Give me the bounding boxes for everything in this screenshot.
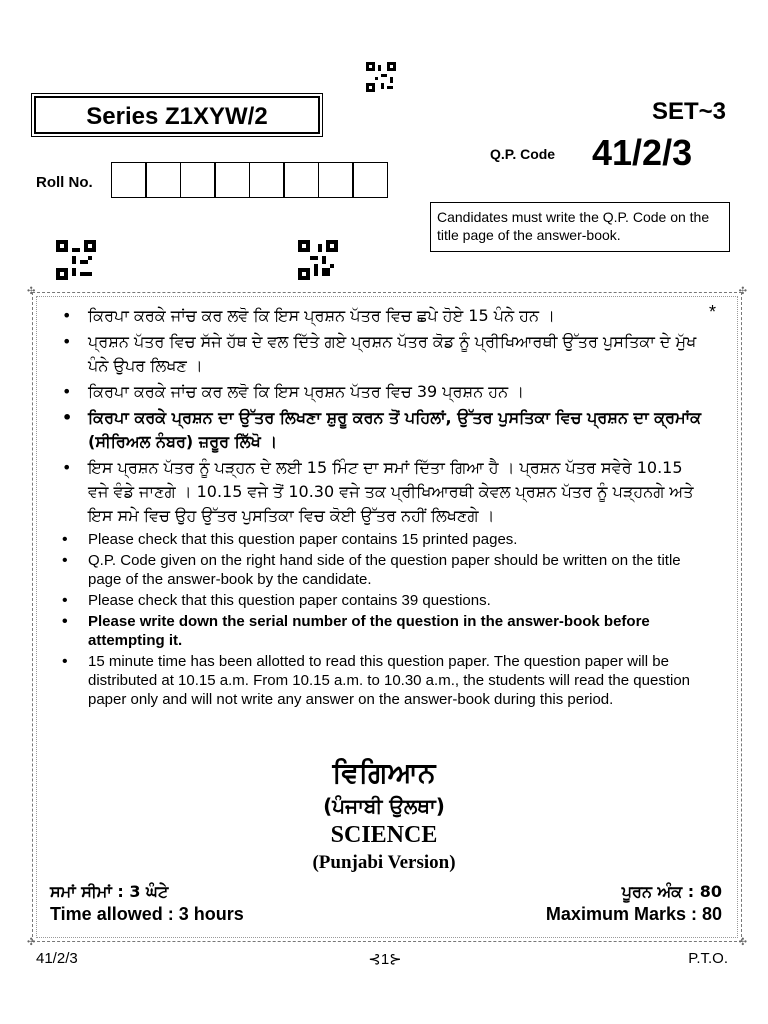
roll-number-box[interactable]: [145, 162, 181, 198]
qr-code-icon: [56, 240, 96, 280]
time-allowed-punjabi: ਸਮਾਂ ਸੀਮਾਂ : 3 ਘੰਟੇ: [50, 882, 169, 901]
list-item: • ਪ੍ਰਸ਼ਨ ਪੱਤਰ ਵਿਚ ਸੱਜੇ ਹੱਥ ਦੇ ਵਲ ਦਿੱਤੇ ਗਏ ਪ੍ਰਸ਼ਨ ਪੱਤਰ ਕੋਡ ਨੂੰ ਪ੍ਰੀਖਿਆਰਥੀ ਉੱਤਰ ਪੁਸਤਿਕਾ ਦੇ ਮੁੱਖ ਪੰਨੇ ਉਪਰ ਲਿਖਣ ।: [62, 330, 706, 378]
pto-label: P.T.O.: [688, 950, 728, 967]
page-number: [360, 950, 410, 968]
subject-subtitle: (Punjabi Version): [312, 852, 456, 873]
page-ornament-icon: ⊰: [368, 951, 381, 968]
instructions-list: [62, 304, 706, 711]
qp-code-notice: Candidates must write the Q.P. Code on the title page of the answer-book.: [430, 202, 730, 252]
roll-no-label: Roll No.: [36, 174, 93, 191]
subject-title-punjabi: ਵਿਗਿਆਨ: [332, 756, 436, 789]
roll-number-box[interactable]: [180, 162, 216, 198]
list-item: • Q.P. Code given on the right hand side of the question paper should be written on the title page of the answer-book by the candidate.: [62, 551, 706, 589]
set-label: SET~3: [651, 98, 726, 125]
roll-number-boxes: [112, 162, 388, 198]
star-mark: *: [709, 302, 717, 322]
list-item: • Please write down the serial number of the question in the answer-book before attempting it.: [62, 612, 706, 650]
roll-number-box[interactable]: [283, 162, 319, 198]
footer-code: 41/2/3: [36, 950, 78, 967]
corner-ornament-icon: ✣: [738, 286, 747, 297]
roll-number-box[interactable]: [111, 162, 147, 198]
page-ornament-icon: ⊱: [389, 951, 402, 968]
list-item: • ਇਸ ਪ੍ਰਸ਼ਨ ਪੱਤਰ ਨੂੰ ਪੜ੍ਹਨ ਦੇ ਲਈ 15 ਮਿੰਟ ਦਾ ਸਮਾਂ ਦਿੱਤਾ ਗਿਆ ਹੈ । ਪ੍ਰਸ਼ਨ ਪੱਤਰ ਸਵੇਰੇ 10.15 ਵਜੇ ਵੰਡੇ ਜਾਣਗੇ । 10.15 ਵਜੇ ਤੋਂ 10.30 ਵਜੇ ਤਕ ਪ੍ਰੀਖਿਆਰਥੀ ਕੇਵਲ ਪ੍ਰਸ਼ਨ ਪੱਤਰ ਨੂੰ ਪੜ੍ਹਨਗੇ ਅਤੇ ਇਸ ਸਮੇ ਵਿਚ ਉਹ ਉੱਤਰ ਪੁਸਤਿਕਾ ਵਿਚ ਕੋਈ ਉੱਤਰ ਨਹੀਂ ਲਿਖਣਗੇ ।: [62, 456, 706, 528]
list-item: • ਕਿਰਪਾ ਕਰਕੇ ਪ੍ਰਸ਼ਨ ਦਾ ਉੱਤਰ ਲਿਖਣਾ ਸ਼ੁਰੂ ਕਰਨ ਤੋਂ ਪਹਿਲਾਂ, ਉੱਤਰ ਪੁਸਤਿਕਾ ਵਿਚ ਪ੍ਰਸ਼ਨ ਦਾ ਕ੍ਰਮਾਂਕ (ਸੀਰਿਅਲ ਨੰਬਰ) ਜ਼ਰੂਰ ਲਿੱਖੋ ।: [62, 406, 706, 454]
list-item: • Please check that this question paper contains 39 questions.: [62, 591, 706, 610]
subject-subtitle-punjabi: (ਪੰਜਾਬੀ ਉਲਥਾ): [323, 794, 445, 818]
roll-number-box[interactable]: [249, 162, 285, 198]
list-item: • 15 minute time has been allotted to read this question paper. The question paper will be distributed at 10.15 a.m. From 10.15 a.m. to 10.30 a.m., the students will read the question paper only and will not write any answer on the answer-book during this period.: [62, 652, 706, 709]
time-allowed: Time allowed : 3 hours: [50, 904, 244, 924]
list-item: • ਕਿਰਪਾ ਕਰਕੇ ਜਾਂਚ ਕਰ ਲਵੋ ਕਿ ਇਸ ਪ੍ਰਸ਼ਨ ਪੱਤਰ ਵਿਚ ਛਪੇ ਹੋਏ 15 ਪੰਨੇ ਹਨ ।: [62, 304, 706, 328]
qp-code: 41/2/3: [592, 132, 693, 173]
max-marks-punjabi: ਪੂਰਨ ਅੰਕ : 80: [621, 882, 722, 901]
roll-number-box[interactable]: [318, 162, 354, 198]
list-item: • ਕਿਰਪਾ ਕਰਕੇ ਜਾਂਚ ਕਰ ਲਵੋ ਕਿ ਇਸ ਪ੍ਰਸ਼ਨ ਪੱਤਰ ਵਿਚ 39 ਪ੍ਰਸ਼ਨ ਹਨ ।: [62, 380, 706, 404]
meta-row-punjabi: [50, 882, 722, 902]
corner-ornament-icon: ✣: [27, 286, 36, 297]
corner-ornament-icon: ✣: [27, 937, 36, 948]
roll-number-box[interactable]: [352, 162, 388, 198]
list-item: • Please check that this question paper contains 15 printed pages.: [62, 530, 706, 549]
series-box: Series Z1XYW/2: [34, 96, 320, 134]
page-number-value: 1: [380, 951, 390, 968]
max-marks: Maximum Marks : 80: [545, 904, 722, 924]
meta-row-english: [50, 904, 722, 925]
qr-code-icon: [298, 240, 338, 280]
subject-title: SCIENCE: [330, 822, 438, 848]
qp-code-label: Q.P. Code: [490, 146, 556, 162]
roll-number-box[interactable]: [214, 162, 250, 198]
corner-ornament-icon: ✣: [738, 937, 747, 948]
qr-code-icon: [366, 62, 396, 92]
